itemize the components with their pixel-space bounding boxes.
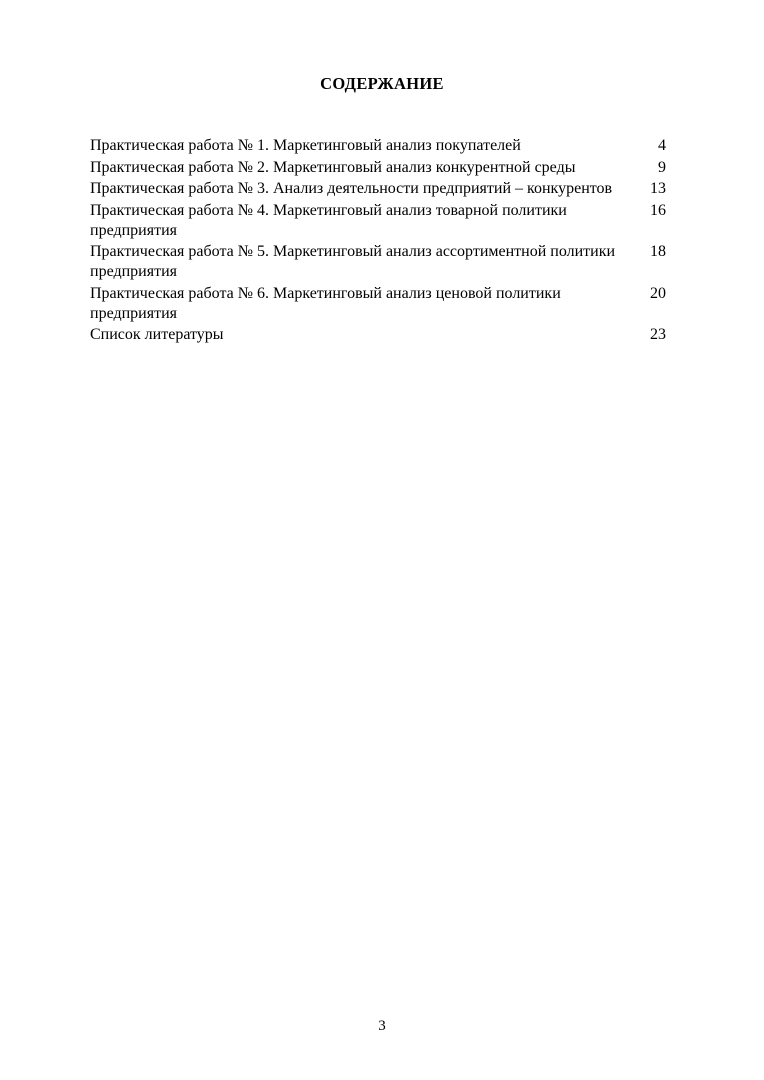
- page-number: 3: [378, 1018, 386, 1034]
- toc-entry-title: Практическая работа № 5. Маркетинговый анализ ассортиментной политики предприятия: [90, 243, 616, 280]
- toc-entry: [90, 325, 666, 345]
- toc-entry-page: 18: [650, 243, 666, 260]
- toc-entry-title: Список литературы: [90, 326, 224, 343]
- table-of-contents: [90, 136, 666, 347]
- toc-entry-page: 13: [650, 180, 666, 197]
- toc-entry: [90, 284, 666, 324]
- toc-entry-page: 4: [658, 137, 666, 154]
- page-title: СОДЕРЖАНИЕ: [320, 74, 444, 93]
- toc-entry-page: 16: [650, 201, 666, 219]
- toc-entry-title: Практическая работа № 4. Маркетинговый анализ товарной политики предприятия: [90, 201, 567, 239]
- toc-entry-title: Практическая работа № 1. Маркетинговый анализ покупателей: [90, 137, 521, 154]
- toc-entry-title: Практическая работа № 3. Анализ деятельности предприятий – конкурентов: [90, 180, 613, 197]
- toc-entry-page: 20: [650, 284, 666, 302]
- toc-entry: [90, 201, 666, 241]
- toc-entry: [90, 179, 666, 199]
- toc-entry-page: 23: [650, 326, 666, 343]
- toc-entry: [90, 158, 666, 178]
- toc-entry: [90, 136, 666, 156]
- toc-entry-title: Практическая работа № 2. Маркетинговый анализ конкурентной среды: [90, 158, 576, 176]
- toc-entry-title: Практическая работа № 6. Маркетинговый анализ ценовой политики предприятия: [90, 284, 561, 322]
- toc-entry-page: 9: [658, 158, 666, 176]
- toc-entry: [90, 242, 666, 282]
